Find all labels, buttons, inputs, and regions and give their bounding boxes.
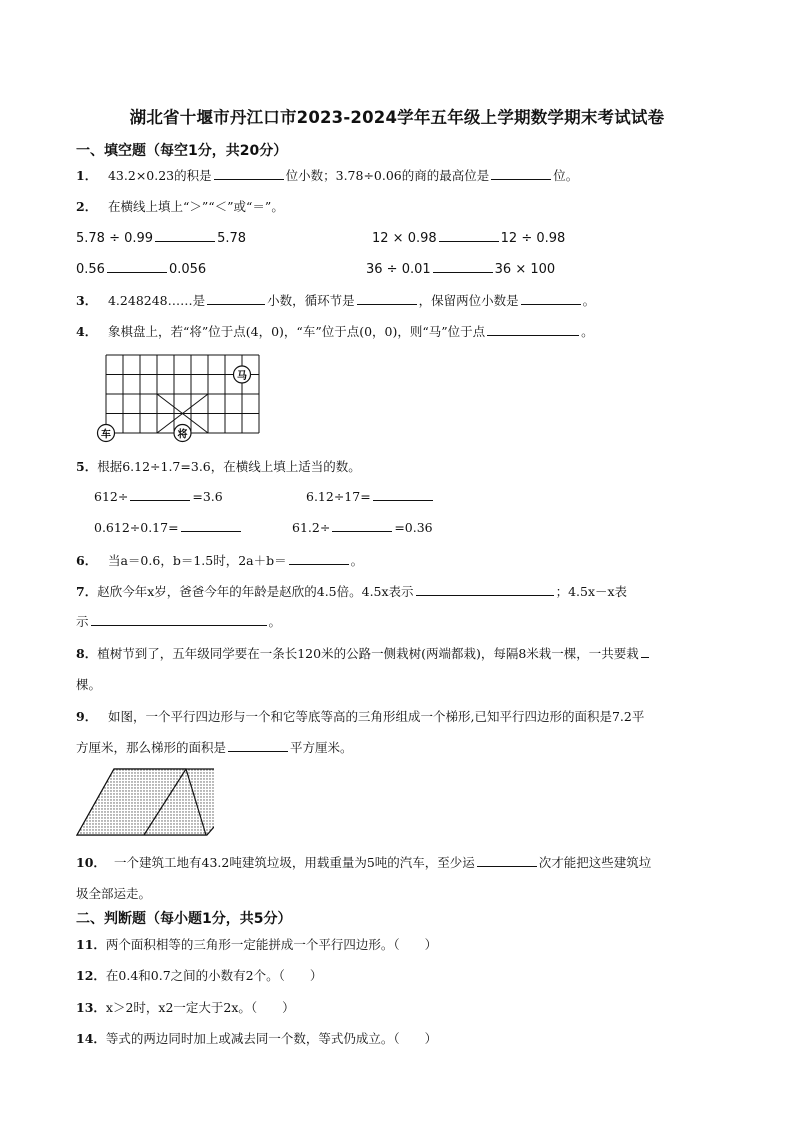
- answer-blank[interactable]: [289, 553, 349, 565]
- question-6: [76, 551, 363, 569]
- question-9-line-2: [76, 738, 353, 756]
- compare-item-c: [76, 261, 206, 277]
- question-number: 2．: [76, 199, 98, 214]
- expression: 36 ÷ 0.01: [366, 262, 431, 277]
- section-2-heading: 二、判断题（每小题1分，共5分）: [76, 911, 292, 927]
- chess-board-figure: [94, 350, 269, 445]
- compare-item-d: [366, 261, 555, 277]
- question-number: 9．: [76, 709, 98, 724]
- question-number: 13．: [76, 1000, 106, 1015]
- question-13: [76, 998, 295, 1016]
- question-text: ；4.5x－x表: [555, 584, 628, 599]
- q5-item-a: [94, 489, 223, 504]
- question-text: x＞2时，x2一定大于2x。（ ）: [105, 1000, 295, 1015]
- question-number: 1．: [76, 168, 98, 183]
- question-text: 示: [76, 614, 89, 629]
- question-number: 11．: [76, 937, 106, 952]
- compare-item-b: [372, 230, 565, 246]
- question-text: 位。: [553, 168, 579, 183]
- rook-piece-icon: [98, 425, 115, 442]
- answer-blank[interactable]: [155, 230, 215, 242]
- question-text: 一个建筑工地有43.2吨建筑垃圾，用载重量为5吨的汽车，至少运: [113, 855, 475, 870]
- expression: 61.2÷: [292, 520, 331, 535]
- expression: 0.56: [76, 262, 105, 277]
- question-1: [76, 166, 578, 184]
- expression: =3.6: [192, 489, 223, 504]
- answer-blank[interactable]: [416, 584, 554, 596]
- compare-item-a: [76, 230, 246, 246]
- question-text: 4.248248……是: [107, 293, 206, 308]
- answer-blank[interactable]: [491, 168, 551, 180]
- question-7: [76, 582, 627, 600]
- trapezoid-figure: [74, 766, 214, 838]
- horse-label: 马: [237, 371, 247, 382]
- q5-item-d: [292, 520, 433, 535]
- question-number: 12．: [76, 968, 106, 983]
- question-number: 8．: [76, 646, 98, 661]
- question-11: [76, 935, 437, 953]
- question-9: [76, 707, 644, 725]
- question-14: [76, 1029, 437, 1047]
- answer-blank[interactable]: [332, 520, 392, 532]
- question-2: [76, 197, 284, 215]
- question-text: 在0.4和0.7之间的小数有2个。（ ）: [105, 968, 323, 983]
- question-text: 两个面积相等的三角形一定能拼成一个平行四边形。（ ）: [105, 937, 438, 952]
- expression: 36 × 100: [494, 262, 556, 277]
- answer-blank[interactable]: [487, 324, 579, 336]
- expression: =0.36: [394, 520, 433, 535]
- question-text: 象棋盘上，若“将”位于点(4，0)，“车”位于点(0，0)，则“马”位于点: [107, 324, 486, 339]
- rook-label: 车: [101, 429, 111, 441]
- horse-piece-icon: [234, 366, 251, 383]
- answer-blank[interactable]: [373, 489, 433, 501]
- question-8-line-2: 棵。: [76, 677, 102, 692]
- question-number: 3．: [76, 293, 98, 308]
- answer-blank[interactable]: [91, 614, 267, 626]
- answer-blank[interactable]: [641, 646, 649, 658]
- answer-blank[interactable]: [214, 168, 284, 180]
- question-number: 4．: [76, 324, 98, 339]
- answer-blank[interactable]: [228, 740, 288, 752]
- question-text: 位小数；3.78÷0.06的商的最高位是: [285, 168, 490, 183]
- question-5: [76, 457, 361, 475]
- question-number: 6．: [76, 553, 98, 568]
- general-piece-icon: [174, 425, 191, 442]
- expression: 12 ÷ 0.98: [500, 231, 566, 246]
- answer-blank[interactable]: [181, 520, 241, 532]
- answer-blank[interactable]: [357, 293, 417, 305]
- question-text: 。: [268, 614, 282, 629]
- question-number: 5．: [76, 459, 98, 474]
- answer-blank[interactable]: [130, 489, 190, 501]
- question-text: 方厘米，那么梯形的面积是: [76, 740, 227, 755]
- question-text: 。: [581, 324, 594, 339]
- question-text: 根据6.12÷1.7=3.6，在横线上填上适当的数。: [97, 459, 361, 474]
- answer-blank[interactable]: [107, 261, 167, 273]
- question-number: 7．: [76, 584, 98, 599]
- q5-item-b: [306, 489, 435, 504]
- exam-title: 湖北省十堰市丹江口市2023-2024学年五年级上学期数学期末考试试卷: [129, 108, 665, 127]
- question-text: 次才能把这些建筑垃: [538, 855, 652, 870]
- expression: 612÷: [94, 489, 129, 504]
- expression: 5.78 ÷ 0.99: [76, 231, 154, 246]
- expression: 6.12÷17=: [306, 489, 371, 504]
- answer-blank[interactable]: [521, 293, 581, 305]
- question-3: [76, 291, 595, 309]
- answer-blank[interactable]: [439, 230, 499, 242]
- q5-item-c: [94, 520, 243, 535]
- question-text: 植树节到了，五年级同学要在一条长120米的公路一侧栽树(两端都栽)，每隔8米栽一棵，一共要栽: [97, 646, 639, 661]
- question-text: 当a＝0.6，b＝1.5时，2a＋b＝: [107, 553, 287, 568]
- question-10: [76, 853, 651, 871]
- expression: 0.056: [168, 262, 207, 277]
- question-text: 在横线上填上“＞”“＜”或“＝”。: [107, 199, 284, 214]
- question-text: 如图，一个平行四边形与一个和它等底等高的三角形组成一个梯形,已知平行四边形的面积是7.2平: [107, 709, 645, 724]
- expression: 12 × 0.98: [372, 231, 437, 246]
- question-text: ，保留两位小数是: [418, 293, 519, 308]
- question-4: [76, 322, 594, 340]
- expression: 0.612÷0.17=: [94, 520, 179, 535]
- general-label: 将: [177, 429, 188, 441]
- question-7-line-2: [76, 612, 281, 630]
- question-text: 赵欣今年x岁，爸爸今年的年龄是赵欣的4.5倍。4.5x表示: [97, 584, 414, 599]
- question-10-line-2: 圾全部运走。: [76, 886, 152, 901]
- answer-blank[interactable]: [433, 261, 493, 273]
- question-text: 小数，循环节是: [267, 293, 355, 308]
- question-text: 。: [350, 553, 364, 568]
- answer-blank[interactable]: [477, 855, 537, 867]
- question-number: 14．: [76, 1031, 106, 1046]
- question-text: 43.2×0.23的积是: [107, 168, 212, 183]
- question-number: 10．: [76, 855, 106, 870]
- question-text: 等式的两边同时加上或减去同一个数，等式仍成立。（ ）: [105, 1031, 438, 1046]
- question-12: [76, 966, 322, 984]
- section-1-heading: 一、填空题（每空1分，共20分）: [76, 143, 288, 159]
- question-8: [76, 644, 651, 662]
- question-text: 。: [582, 293, 596, 308]
- expression: 5.78: [217, 231, 247, 246]
- question-text: 平方厘米。: [290, 740, 353, 755]
- answer-blank[interactable]: [207, 293, 265, 305]
